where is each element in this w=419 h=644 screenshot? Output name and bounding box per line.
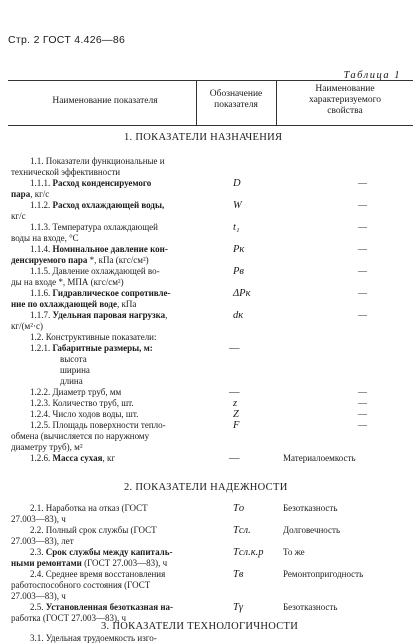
table-row [0, 354, 419, 365]
designation-symbol: Tγ [233, 602, 243, 613]
table-row [0, 277, 419, 288]
row-text: ными ремонтами (ГОСТ 27.003—83), ч [11, 558, 168, 568]
table-row [0, 558, 419, 569]
row-text: ширина [60, 365, 90, 375]
table-row [0, 200, 419, 211]
row-text: обмена (вычисляется по наружному [11, 431, 150, 441]
designation-symbol: Tо [233, 503, 245, 514]
row-text-bold: Гидравлическое сопротивле- [50, 288, 171, 298]
row-text: 1.1.7. Удельная паровая нагрузка, [30, 310, 168, 320]
row-text-bold: Срок службы между капиталь- [43, 547, 173, 557]
table-row [0, 503, 419, 514]
table-row [0, 536, 419, 547]
designation-symbol: ΔPк [233, 288, 251, 299]
row-text: пара, кг/с [11, 189, 50, 199]
row-text: работоспособного состояния (ГОСТ [11, 580, 151, 590]
row-text: денсируемого пара *, кПа (кгс/см²) [11, 255, 149, 265]
column-header-property: Наименование характеризуемого свойства [308, 84, 382, 116]
table-top-rule [8, 80, 413, 81]
property-value: — [358, 310, 367, 320]
property-value: — [358, 266, 367, 276]
table-row [0, 156, 419, 167]
table-row [0, 167, 419, 178]
row-text: 27.003—83), ч [11, 591, 66, 601]
property-value: Безотказность [283, 503, 338, 513]
row-text: 1.2.2. Диаметр труб, мм [30, 387, 122, 397]
section-title: 2. ПОКАЗАТЕЛИ НАДЕЖНОСТИ [124, 482, 288, 493]
row-text-bold: Масса сухая [50, 453, 103, 463]
designation-symbol: D [233, 178, 241, 189]
property-value: То же [283, 547, 305, 557]
row-text-bold: Удельная паровая нагрузка [50, 310, 166, 320]
row-text: кг/с [11, 211, 26, 221]
table-row [0, 310, 419, 321]
property-value: — [358, 420, 367, 430]
table-row [0, 453, 419, 464]
designation-symbol: Pв [233, 266, 244, 277]
designation-symbol: z [233, 398, 238, 409]
table-row [0, 222, 419, 233]
table-row [0, 288, 419, 299]
row-text: 1.2.4. Число ходов воды, шт. [30, 409, 139, 419]
property-value: — [358, 200, 367, 210]
row-text-bold: Расход охлаждающей воды, [50, 200, 165, 210]
column-divider [196, 80, 197, 125]
row-text: 1.1. Показатели функциональные и [30, 156, 165, 166]
table-row [0, 613, 419, 624]
table-row [0, 244, 419, 255]
property-value: Ремонтопригодность [283, 569, 364, 579]
row-text: 1.1.1. Расход конденсируемого [30, 178, 152, 188]
row-text: 1.2. Конструктивные показатели: [30, 332, 157, 342]
table-row [0, 569, 419, 580]
row-text: диаметру труб), м² [11, 442, 83, 452]
property-value: Материалоемкость [283, 453, 356, 463]
table-head-rule [8, 125, 413, 126]
table-row [0, 591, 419, 602]
designation-symbol: Tсл. [233, 525, 251, 536]
table-row [0, 514, 419, 525]
designation-symbol: F [233, 420, 240, 431]
table-row [0, 442, 419, 453]
property-value: — [358, 409, 367, 419]
table-row [0, 266, 419, 277]
property-value: Безотказность [283, 602, 338, 612]
property-value: — [358, 387, 367, 397]
table-row [0, 255, 419, 266]
designation-symbol: — [229, 343, 240, 354]
row-text: 1.1.6. Гидравлическое сопротивле- [30, 288, 171, 298]
table-row [0, 409, 419, 420]
table-row [0, 398, 419, 409]
table-row [0, 387, 419, 398]
row-text: 2.2. Полный срок службы (ГОСТ [30, 525, 157, 535]
row-text-bold: ными ремонтами [11, 558, 82, 568]
row-text: 27.003—83), лет [11, 536, 74, 546]
designation-symbol: W [233, 200, 242, 211]
property-value: — [358, 398, 367, 408]
designation-symbol: dк [233, 310, 244, 321]
row-text: работка (ГОСТ 27.003—83), ч [11, 613, 126, 623]
table-row [0, 602, 419, 613]
table-row [0, 580, 419, 591]
property-value: Долговечность [283, 525, 341, 535]
property-value: — [358, 178, 367, 188]
row-text: высота [60, 354, 87, 364]
row-text: 2.1. Наработка на отказ (ГОСТ [30, 503, 148, 513]
property-value: — [358, 222, 367, 232]
page-header: Стр. 2 ГОСТ 4.426—86 [8, 34, 126, 46]
table-row [0, 299, 419, 310]
row-text: 27.003—83), ч [11, 514, 66, 524]
table-row [0, 332, 419, 343]
table-row [0, 376, 419, 387]
property-value: — [358, 288, 367, 298]
row-text: 1.2.6. Масса сухая, кг [30, 453, 116, 463]
row-text-bold: Установленная безотказная на- [43, 602, 174, 612]
table-row [0, 211, 419, 222]
designation-symbol: — [229, 387, 240, 398]
row-text: кг/(м²·с) [11, 321, 43, 331]
row-text-bold: пара [11, 189, 31, 199]
designation-symbol: Z [233, 409, 239, 420]
column-header-name: Наименование показателя [52, 96, 158, 106]
row-text: 2.3. Срок службы между капиталь- [30, 547, 173, 557]
row-text: 1.1.4. Номинальное давление кон- [30, 244, 168, 254]
row-text-bold: денсируемого пара [11, 255, 88, 265]
table-row [0, 420, 419, 431]
row-text: 2.5. Установленная безотказная на- [30, 602, 174, 612]
designation-symbol: Pк [233, 244, 245, 255]
table-row [0, 525, 419, 536]
table-row [0, 321, 419, 332]
row-text: воды на входе, °С [11, 233, 79, 243]
table-row [0, 343, 419, 354]
row-text-bold: Габаритные размеры, м: [50, 343, 153, 353]
row-text: 2.4. Среднее время восстановления [30, 569, 166, 579]
property-value: — [358, 244, 367, 254]
table-row [0, 233, 419, 244]
row-text: 1.1.2. Расход охлаждающей воды, [30, 200, 165, 210]
row-text-bold: Номинальное давление кон- [50, 244, 168, 254]
row-text: ние по охлаждающей воде, кПа [11, 299, 137, 309]
row-text: 1.2.3. Количество труб, шт. [30, 398, 134, 408]
row-text: 1.1.5. Давление охлаждающей во- [30, 266, 160, 276]
table-title: Таблица 1 [343, 70, 401, 81]
table-row [0, 189, 419, 200]
designation-symbol: Tсл.к.р [233, 547, 264, 558]
row-text-bold: ние по охлаждающей воде [11, 299, 117, 309]
table-row [0, 431, 419, 442]
row-text: 1.2.1. Габаритные размеры, м: [30, 343, 153, 353]
row-text: 3.1. Удельная трудоемкость изго- [30, 633, 157, 643]
section-title: 1. ПОКАЗАТЕЛИ НАЗНАЧЕНИЯ [124, 132, 283, 143]
column-divider [276, 80, 277, 125]
table-row [0, 178, 419, 189]
row-text: длина [60, 376, 83, 386]
designation-symbol: t₁ [233, 222, 240, 233]
table-row [0, 547, 419, 558]
table-row [0, 365, 419, 376]
row-text-bold: Расход конденсируемого [50, 178, 152, 188]
column-header-designation: Обозначение показателя [209, 89, 263, 110]
section-title: 3. ПОКАЗАТЕЛИ ТЕХНОЛОГИЧНОСТИ [101, 621, 299, 632]
designation-symbol: — [229, 453, 240, 464]
row-text: 1.1.3. Температура охлаждающей [30, 222, 158, 232]
row-text: технической эффективности [11, 167, 121, 177]
row-text: ды на входе *, МПА (кгс/см²) [11, 277, 124, 287]
designation-symbol: Tв [233, 569, 244, 580]
row-text: 1.2.5. Площадь поверхности тепло- [30, 420, 166, 430]
